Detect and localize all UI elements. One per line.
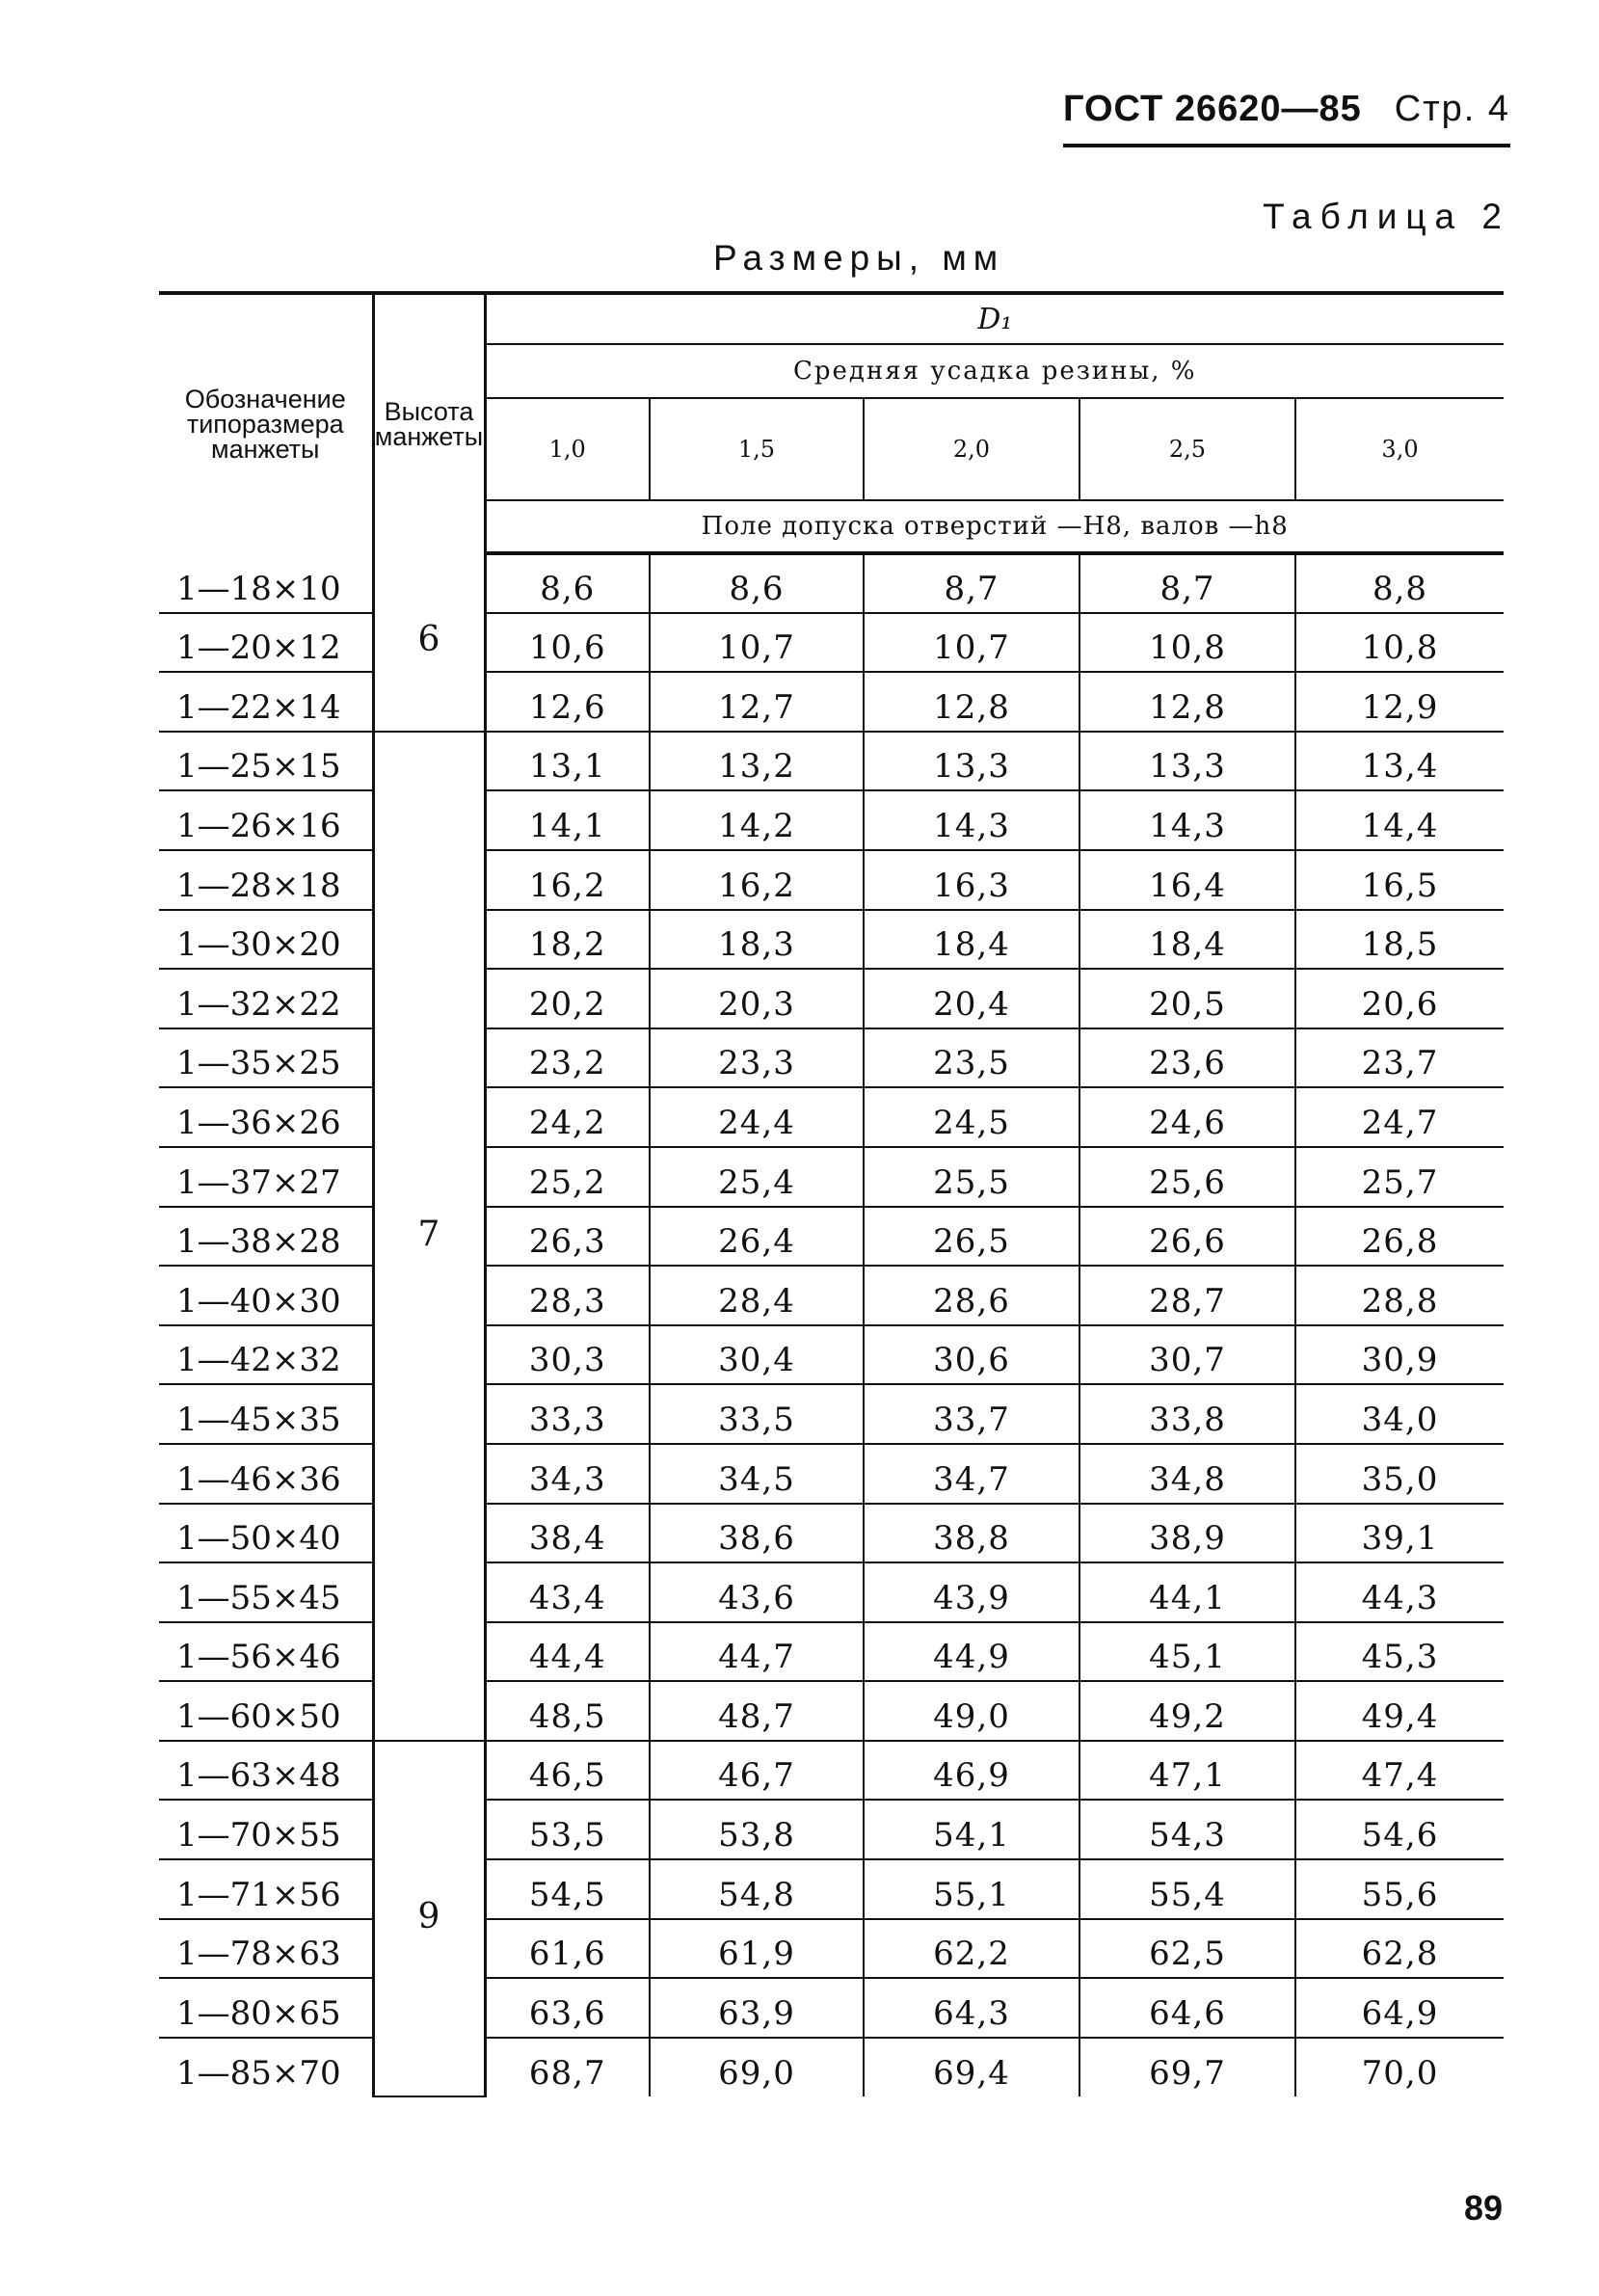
cell-d1-value: 13,3 [1079, 732, 1295, 791]
cell-d1-value: 43,4 [485, 1562, 650, 1622]
cell-d1-value: 28,7 [1079, 1266, 1295, 1325]
shrinkage-caption: Средняя усадка резины, % [485, 344, 1504, 398]
cell-d1-value: 18,5 [1295, 910, 1504, 970]
cell-d1-value: 49,0 [864, 1681, 1079, 1741]
cell-d1-value: 70,0 [1295, 2038, 1504, 2097]
cell-d1-value: 20,2 [485, 969, 650, 1028]
cell-d1-value: 38,4 [485, 1504, 650, 1563]
table-label: Таблица 2 [1263, 197, 1510, 236]
cell-d1-value: 33,3 [485, 1384, 650, 1444]
cell-d1-value: 26,4 [650, 1207, 864, 1267]
cell-d1-value: 28,6 [864, 1266, 1079, 1325]
cell-d1-value: 12,9 [1295, 672, 1504, 732]
cell-d1-value: 26,8 [1295, 1207, 1504, 1267]
standard-designation: ГОСТ 26620—85 [1062, 89, 1362, 129]
cell-designation: 1—85×70 [176, 2054, 341, 2094]
cell-d1-value: 62,5 [1079, 1919, 1295, 1979]
table-row [159, 1859, 1504, 1919]
cell-designation: 1—45×35 [159, 1384, 373, 1444]
cell-height: 6 [373, 553, 485, 732]
table-row [159, 1562, 1504, 1622]
cell-d1-value: 18,3 [650, 910, 864, 970]
table-row [159, 672, 1504, 732]
cell-d1-value: 63,6 [485, 1978, 650, 2038]
cell-designation: 1—42×32 [159, 1325, 373, 1385]
cell-designation: 1—70×55 [159, 1800, 373, 1859]
table-row [159, 553, 1504, 613]
cell-d1-value: 63,9 [650, 1978, 864, 2038]
cell-d1-value: 54,8 [650, 1859, 864, 1919]
cell-d1-value: 10,8 [1079, 613, 1295, 673]
cell-d1-value: 35,0 [1295, 1444, 1504, 1504]
cell-designation: 1—60×50 [159, 1681, 373, 1741]
cell-d1-value: 44,1 [1079, 1562, 1295, 1622]
cell-d1-value: 14,1 [485, 790, 650, 850]
table-row [159, 1266, 1504, 1325]
table-row [159, 1028, 1504, 1088]
shrinkage-value: 2,0 [864, 398, 1079, 500]
cell-d1-value: 43,6 [650, 1562, 864, 1622]
cell-d1-value: 69,4 [864, 2038, 1079, 2097]
cell-d1-value: 26,5 [864, 1207, 1079, 1267]
cell-d1-value: 33,7 [864, 1384, 1079, 1444]
cell-d1-value: 23,5 [864, 1028, 1079, 1088]
cell-d1-value: 62,8 [1295, 1919, 1504, 1979]
cell-d1-value: 34,0 [1295, 1384, 1504, 1444]
cell-d1-value: 46,9 [864, 1741, 1079, 1801]
cell-d1-value: 23,2 [485, 1028, 650, 1088]
cell-designation: 1—46×36 [159, 1444, 373, 1504]
cell-d1-value: 12,6 [485, 672, 650, 732]
cell-d1-value: 46,5 [485, 1741, 650, 1801]
cell-d1-value: 20,6 [1295, 969, 1504, 1028]
cell-d1-value: 25,6 [1079, 1147, 1295, 1207]
page-reference: Стр. 4 [1394, 89, 1510, 129]
table-row [159, 732, 1504, 791]
cell-d1-value: 20,5 [1079, 969, 1295, 1028]
cell-designation: 1—55×45 [159, 1562, 373, 1622]
cell-designation: 1—26×16 [159, 790, 373, 850]
cell-d1-value: 45,1 [1079, 1622, 1295, 1682]
cell-d1-value: 61,6 [485, 1919, 650, 1979]
cell-d1-value: 45,3 [1295, 1622, 1504, 1682]
cell-d1-value: 28,3 [485, 1266, 650, 1325]
cell-d1-value: 33,5 [650, 1384, 864, 1444]
cell-d1-value: 18,4 [1079, 910, 1295, 970]
table-row [159, 969, 1504, 1028]
cell-height: 9 [373, 1741, 485, 2097]
table-body [159, 553, 1504, 2096]
cell-d1-value: 24,4 [650, 1087, 864, 1147]
cell-d1-value: 30,7 [1079, 1325, 1295, 1385]
column-header-d1: D₁ [485, 293, 1504, 344]
table-row [159, 1325, 1504, 1385]
table-row [159, 1444, 1504, 1504]
cell-designation: 1—28×18 [159, 850, 373, 910]
cell-d1-value: 55,6 [1295, 1859, 1504, 1919]
cell-d1-value: 24,2 [485, 1087, 650, 1147]
cell-d1-value: 34,5 [650, 1444, 864, 1504]
cell-d1-value: 26,6 [1079, 1207, 1295, 1267]
cell-d1-value: 69,0 [650, 2038, 864, 2097]
shrinkage-value: 2,5 [1079, 398, 1295, 500]
cell-d1-value: 20,4 [864, 969, 1079, 1028]
cell-d1-value: 18,2 [485, 910, 650, 970]
cell-designation: 1—20×12 [159, 613, 373, 673]
cell-d1-value: 30,9 [1295, 1325, 1504, 1385]
cell-d1-value: 23,3 [650, 1028, 864, 1088]
cell-designation: 1—32×22 [159, 969, 373, 1028]
cell-d1-value: 48,5 [485, 1681, 650, 1741]
cell-d1-value: 8,6 [485, 553, 650, 613]
cell-designation: 1—35×25 [159, 1028, 373, 1088]
cell-d1-value: 49,4 [1295, 1681, 1504, 1741]
cell-d1-value: 14,2 [650, 790, 864, 850]
cell-d1-value: 16,5 [1295, 850, 1504, 910]
table-row [159, 2038, 1504, 2097]
cell-d1-value: 38,8 [864, 1504, 1079, 1563]
table-row [159, 1207, 1504, 1267]
table-row [159, 1919, 1504, 1979]
cell-designation: 1—63×48 [159, 1741, 373, 1801]
cell-designation: 1—25×15 [159, 732, 373, 791]
shrinkage-value: 3,0 [1295, 398, 1504, 500]
cell-designation: 1—30×20 [159, 910, 373, 970]
cell-d1-value: 12,7 [650, 672, 864, 732]
cell-d1-value: 12,8 [1079, 672, 1295, 732]
cell-d1-value: 25,4 [650, 1147, 864, 1207]
table-row [159, 1504, 1504, 1563]
cell-d1-value: 8,7 [1079, 553, 1295, 613]
table-row [159, 1147, 1504, 1207]
cell-d1-value: 8,6 [650, 553, 864, 613]
cell-d1-value: 64,9 [1295, 1978, 1504, 2038]
cell-d1-value: 13,3 [864, 732, 1079, 791]
table-row [159, 1681, 1504, 1741]
table-row [159, 613, 1504, 673]
table-row [159, 1978, 1504, 2038]
cell-d1-value: 53,8 [650, 1800, 864, 1859]
cell-d1-value: 28,4 [650, 1266, 864, 1325]
cell-d1-value: 10,7 [864, 613, 1079, 673]
cell-d1-value: 64,3 [864, 1978, 1079, 2038]
cell-d1-value: 44,4 [485, 1622, 650, 1682]
cell-designation: 1—50×40 [159, 1504, 373, 1563]
table-row [159, 790, 1504, 850]
cell-d1-value: 13,2 [650, 732, 864, 791]
cell-d1-value: 55,1 [864, 1859, 1079, 1919]
cell-d1-value: 34,7 [864, 1444, 1079, 1504]
page-number: 89 [1463, 2188, 1503, 2228]
cell-d1-value: 16,3 [864, 850, 1079, 910]
table-row [159, 1384, 1504, 1444]
table-row [159, 1622, 1504, 1682]
cell-d1-value: 38,9 [1079, 1504, 1295, 1563]
table-row [159, 1087, 1504, 1147]
cell-d1-value: 16,4 [1079, 850, 1295, 910]
cell-d1-value: 54,3 [1079, 1800, 1295, 1859]
cell-d1-value: 34,8 [1079, 1444, 1295, 1504]
column-header-designation: Обозначение типоразмера манжеты [159, 293, 373, 553]
cell-d1-value: 13,1 [485, 732, 650, 791]
cell-designation: 1—71×56 [159, 1859, 373, 1919]
cell-designation: 1—22×14 [159, 672, 373, 732]
cell-d1-value: 38,6 [650, 1504, 864, 1563]
cell-d1-value: 30,4 [650, 1325, 864, 1385]
cell-d1-value: 13,4 [1295, 732, 1504, 791]
cell-d1-value: 64,6 [1079, 1978, 1295, 2038]
cell-d1-value: 54,1 [864, 1800, 1079, 1859]
cell-d1-value: 10,6 [485, 613, 650, 673]
cell-d1-value: 23,6 [1079, 1028, 1295, 1088]
cell-d1-value: 33,8 [1079, 1384, 1295, 1444]
cell-d1-value: 20,3 [650, 969, 864, 1028]
cell-d1-value: 61,9 [650, 1919, 864, 1979]
cell-d1-value: 68,7 [528, 2054, 606, 2094]
cell-d1-value: 23,7 [1295, 1028, 1504, 1088]
cell-d1-value: 46,7 [650, 1741, 864, 1801]
cell-d1-value: 16,2 [650, 850, 864, 910]
cell-designation: 1—78×63 [159, 1919, 373, 1979]
cell-d1-value: 53,5 [485, 1800, 650, 1859]
cell-d1-value: 47,1 [1079, 1741, 1295, 1801]
cell-d1-value: 25,2 [485, 1147, 650, 1207]
column-header-height: Высота манжеты [373, 293, 485, 553]
table-row [159, 910, 1504, 970]
cell-d1-value: 62,2 [864, 1919, 1079, 1979]
cell-designation: 1—37×27 [159, 1147, 373, 1207]
shrinkage-value: 1,0 [485, 398, 650, 500]
cell-d1-value: 16,2 [485, 850, 650, 910]
cell-height: 7 [373, 732, 485, 1741]
cell-d1-value: 54,6 [1295, 1800, 1504, 1859]
table-caption: Размеры, мм [713, 238, 1005, 278]
cell-d1-value: 25,5 [864, 1147, 1079, 1207]
table-row [159, 1800, 1504, 1859]
dimensions-grid [159, 291, 1504, 2097]
cell-d1-value: 8,7 [864, 553, 1079, 613]
cell-d1-value: 44,3 [1295, 1562, 1504, 1622]
cell-designation: 1—80×65 [159, 1978, 373, 2038]
cell-d1-value: 25,7 [1295, 1147, 1504, 1207]
cell-d1-value: 69,7 [1079, 2038, 1295, 2097]
cell-d1-value: 30,6 [864, 1325, 1079, 1385]
cell-d1-value: 24,6 [1079, 1087, 1295, 1147]
cell-designation: 1—56×46 [159, 1622, 373, 1682]
cell-designation: 1—40×30 [159, 1266, 373, 1325]
cell-d1-value: 43,9 [864, 1562, 1079, 1622]
page-header [1063, 89, 1510, 147]
cell-d1-value: 26,3 [485, 1207, 650, 1267]
cell-d1-value: 14,4 [1295, 790, 1504, 850]
cell-d1-value: 8,8 [1295, 553, 1504, 613]
cell-designation: 1—36×26 [159, 1087, 373, 1147]
cell-d1-value: 34,3 [485, 1444, 650, 1504]
cell-d1-value: 10,7 [650, 613, 864, 673]
table-row [159, 1741, 1504, 1801]
cell-d1-value: 12,8 [864, 672, 1079, 732]
cell-d1-value: 55,4 [1079, 1859, 1295, 1919]
cell-d1-value: 18,4 [864, 910, 1079, 970]
cell-d1-value: 24,7 [1295, 1087, 1504, 1147]
cell-d1-value: 44,9 [864, 1622, 1079, 1682]
table-row [159, 850, 1504, 910]
cell-designation: 1—38×28 [159, 1207, 373, 1267]
shrinkage-value: 1,5 [650, 398, 864, 500]
table-header [159, 293, 1504, 553]
cell-designation: 1—18×10 [159, 553, 373, 613]
cell-d1-value: 28,8 [1295, 1266, 1504, 1325]
cell-d1-value: 14,3 [1079, 790, 1295, 850]
dimensions-table [159, 291, 1504, 2097]
tolerance-note: Поле допуска отверстий —H8, валов —h8 [485, 500, 1504, 553]
cell-d1-value: 49,2 [1079, 1681, 1295, 1741]
cell-d1-value: 47,4 [1295, 1741, 1504, 1801]
cell-d1-value: 30,3 [485, 1325, 650, 1385]
cell-d1-value: 44,7 [650, 1622, 864, 1682]
cell-d1-value: 14,3 [864, 790, 1079, 850]
cell-d1-value: 39,1 [1295, 1504, 1504, 1563]
cell-d1-value: 10,8 [1295, 613, 1504, 673]
cell-d1-value: 48,7 [650, 1681, 864, 1741]
cell-d1-value: 24,5 [864, 1087, 1079, 1147]
cell-d1-value: 54,5 [485, 1859, 650, 1919]
